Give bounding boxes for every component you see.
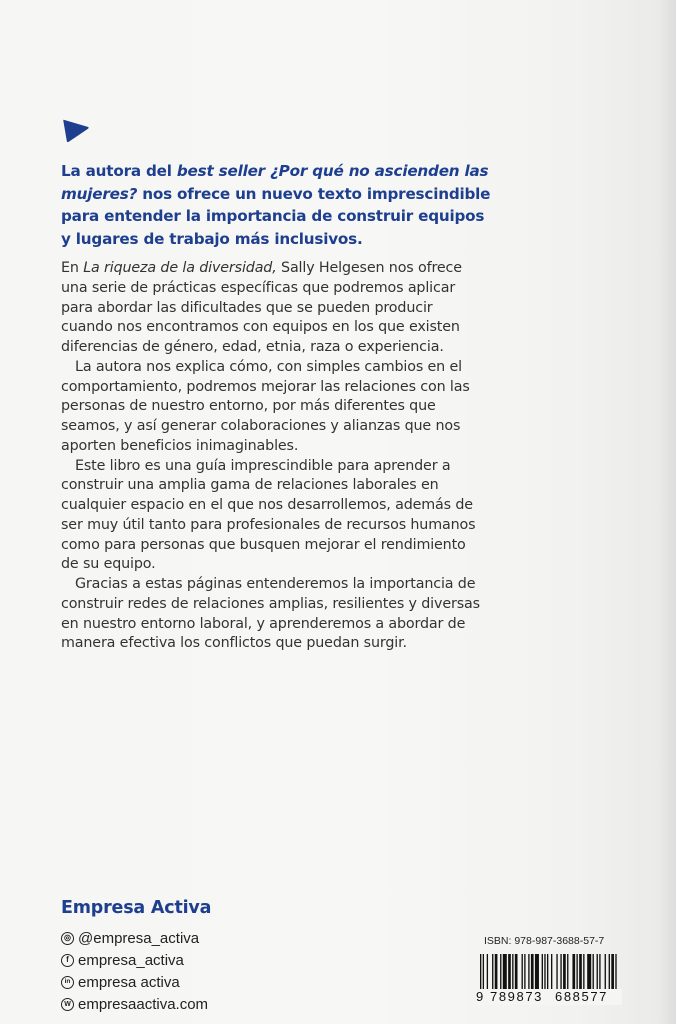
synopsis-paragraph-3: Este libro es una guía imprescindible para aprender a construir una amplia gama de relaciones laborales en cualquier espacio en el que nos desarrollemos, además de ser muy útil tanto para profesionales de recursos humanos como para personas que busquen mejorar el rendimiento de su equipo. xyxy=(61,457,476,573)
barcode-bar xyxy=(531,954,534,994)
barcode-bar xyxy=(560,954,561,994)
book-title: La riqueza de la diversidad, xyxy=(83,260,277,276)
barcode-bar xyxy=(556,954,557,994)
barcode-digits-left: 789873 xyxy=(490,989,543,1004)
social-links xyxy=(61,927,208,1015)
synopsis-paragraph-1 xyxy=(61,259,481,358)
barcode-bar xyxy=(615,954,616,994)
website-url[interactable]: empresaactiva.com xyxy=(78,995,209,1013)
barcode-bar xyxy=(542,954,543,994)
social-facebook[interactable] xyxy=(61,949,208,971)
barcode-bar xyxy=(500,954,501,994)
bestseller-title: best seller ¿Por qué no ascienden las mujeres? xyxy=(61,162,489,203)
synopsis-paragraph-2: La autora nos explica cómo, con simples cambios en el comportamiento, podremos mejorar las relaciones con las personas de nuestro entorno, por más diferentes que seamos, y así generar colaboraciones y alianzas que nos aporten beneficios inimaginables. xyxy=(61,358,470,454)
barcode-bar xyxy=(522,954,523,994)
isbn-block xyxy=(476,935,622,1004)
barcode-bar xyxy=(583,954,584,994)
barcode-bar xyxy=(597,954,598,994)
isbn-label: ISBN: 978-987-3688-57-7 xyxy=(484,935,605,947)
barcode-bar xyxy=(605,954,606,994)
linkedin-handle[interactable]: empresa activa xyxy=(78,973,180,991)
instagram-handle[interactable]: @empresa_activa xyxy=(78,929,200,947)
barcode-bar xyxy=(579,954,582,994)
barcode-bar xyxy=(487,954,488,994)
barcode-bar xyxy=(593,954,594,994)
lead-intro: La autora del xyxy=(61,162,177,180)
barcode-bar xyxy=(483,954,484,994)
paragraph-1-prefix: En xyxy=(61,260,84,276)
synopsis-paragraph-4: Gracias a estas páginas entenderemos la importancia de construir redes de relaciones amplias, resilientes y diversas en nuestro entorno laboral, y aprenderemos a abordar de manera efectiva los conflictos que puedan surgir. xyxy=(61,576,480,652)
linkedin-icon: in xyxy=(61,976,74,989)
barcode-bar xyxy=(524,954,525,994)
social-linkedin[interactable] xyxy=(61,971,208,993)
publisher-name: Empresa Activa xyxy=(61,898,212,918)
barcode-bar xyxy=(587,954,591,994)
page-edge-shadow xyxy=(658,0,676,1024)
synopsis xyxy=(61,259,481,654)
lead-paragraph xyxy=(61,160,491,250)
social-instagram[interactable] xyxy=(61,927,208,949)
social-website[interactable] xyxy=(61,993,208,1015)
barcode-bar xyxy=(480,954,481,994)
barcode-bar xyxy=(492,954,493,994)
barcode-bar xyxy=(495,954,498,994)
barcode-bar xyxy=(508,954,511,994)
barcode-bar xyxy=(609,954,610,994)
barcode-bar xyxy=(535,954,539,994)
barcode-bar xyxy=(512,954,513,994)
barcode-digits xyxy=(476,989,622,1005)
instagram-icon: ◎ xyxy=(61,932,74,945)
barcode-digits-right: 688577 xyxy=(555,989,608,1004)
barcode-bar xyxy=(503,954,507,994)
barcode-bar xyxy=(551,954,552,994)
website-icon: W xyxy=(61,998,74,1011)
barcode-digit-first: 9 xyxy=(476,989,484,1004)
barcode-bar xyxy=(576,954,577,994)
barcode-bar xyxy=(528,954,529,994)
facebook-icon: f xyxy=(61,954,74,967)
barcode-bar xyxy=(567,954,568,994)
paragraph-1-text: Sally Helgesen nos ofrece una serie de prácticas específicas que podremos aplicar para abordar las dificultades que se pueden producir cuando nos encontramos con equipos en los que existen diferencias de género, edad, etnia, raza o experiencia. xyxy=(61,260,462,355)
arrow-bullet-icon xyxy=(62,118,90,144)
barcode-bar xyxy=(515,954,518,994)
barcode-bar xyxy=(599,954,600,994)
barcode-bar xyxy=(611,954,614,994)
barcode-bar xyxy=(547,954,548,994)
barcode-bar xyxy=(563,954,566,994)
barcode-bar xyxy=(544,954,545,994)
barcode-image xyxy=(480,954,618,994)
barcode-bar xyxy=(572,954,575,994)
lead-continuation: nos ofrece un nuevo texto imprescindible para entender la importancia de construir equipos y lugares de trabajo más inclusivos. xyxy=(61,184,491,248)
facebook-handle[interactable]: empresa_activa xyxy=(78,951,184,969)
